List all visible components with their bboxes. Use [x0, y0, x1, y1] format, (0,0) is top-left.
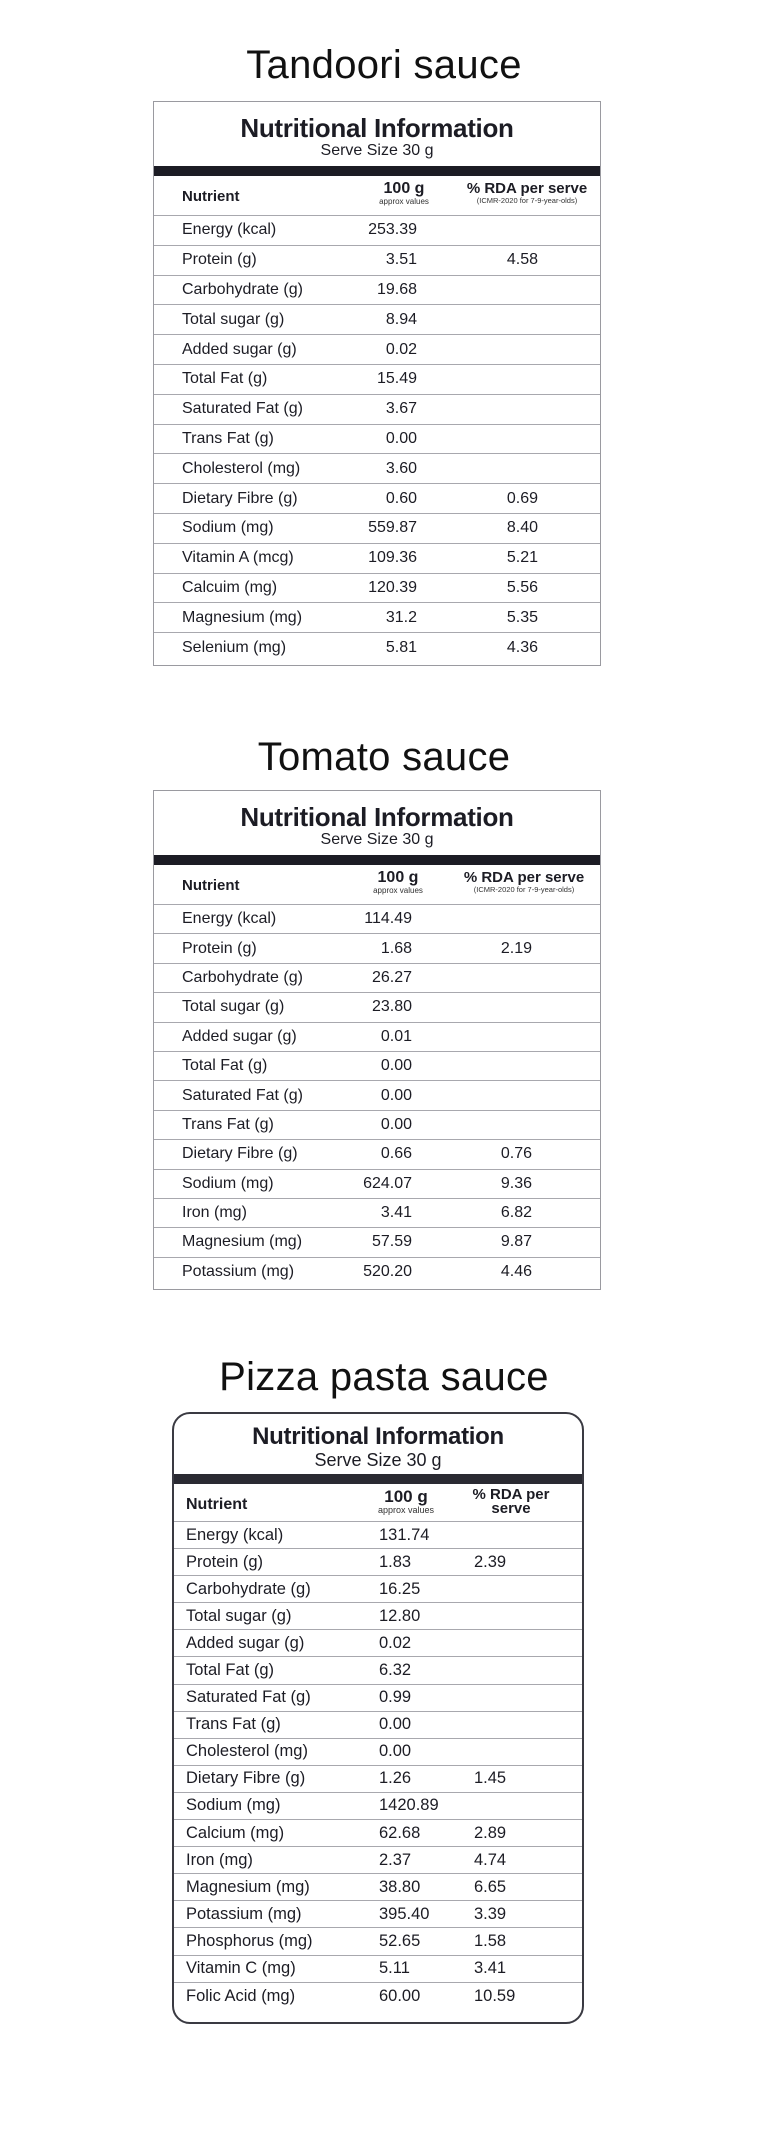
- col-nutrient-label: Nutrient: [182, 188, 240, 205]
- header-divider: [154, 166, 600, 176]
- serve-size: Serve Size 30 g: [320, 831, 434, 848]
- nutrient-name: Potassium (mg): [182, 1263, 295, 1281]
- table-row: [154, 544, 600, 574]
- rda-percent: 2.39: [474, 1552, 507, 1571]
- col-100g-label: 100 g approx values: [352, 870, 444, 895]
- value-per-100g: 0.66: [380, 1145, 412, 1163]
- table-row: [154, 1140, 600, 1169]
- nutrient-name: Trans Fat (g): [182, 429, 274, 447]
- value-per-100g: 0.00: [385, 429, 417, 447]
- table-row: [154, 1052, 600, 1081]
- rda-percent: [154, 1052, 532, 1080]
- rda-percent: 1.45: [474, 1769, 507, 1788]
- table-row: [174, 1739, 582, 1766]
- nutrient-name: Carbohydrate (g): [186, 1579, 311, 1598]
- rda-percent: 5.21: [506, 549, 538, 567]
- nutrient-name: Sodium (mg): [182, 1174, 274, 1192]
- rda-percent: [154, 1023, 532, 1051]
- rda-percent: 3.41: [474, 1959, 507, 1978]
- nutrient-name: Energy (kcal): [182, 221, 277, 239]
- col-100g-label: 100 g approx values: [360, 1488, 452, 1515]
- value-per-100g: 5.81: [385, 639, 417, 657]
- rda-percent: [154, 993, 532, 1021]
- table-row: [174, 1630, 582, 1657]
- table-row: [154, 993, 600, 1022]
- nutrient-name: Dietary Fibre (g): [182, 489, 298, 507]
- nutrient-name: Trans Fat (g): [186, 1715, 281, 1734]
- rda-percent: 6.65: [474, 1877, 507, 1896]
- value-per-100g: 3.67: [385, 400, 417, 418]
- table-row: [154, 335, 600, 365]
- nutrient-name: Calcium (mg): [186, 1823, 285, 1842]
- nutrient-name: Sodium (mg): [186, 1796, 281, 1815]
- rda-percent: 10.59: [474, 1986, 516, 2005]
- col-rda-sublabel: (ICMR-2020 for 7-9-year-olds): [476, 196, 578, 205]
- value-per-100g: 0.02: [379, 1633, 412, 1652]
- product-title-tomato: Tomato sauce: [257, 735, 511, 779]
- table-row: [154, 365, 600, 395]
- rda-percent: [154, 335, 538, 364]
- value-per-100g: 3.60: [385, 459, 417, 477]
- nutrient-name: Carbohydrate (g): [182, 280, 303, 298]
- nutrient-name: Dietary Fibre (g): [186, 1769, 306, 1788]
- value-per-100g: 15.49: [376, 370, 417, 388]
- value-per-100g: 0.02: [385, 340, 417, 358]
- table-row: [154, 964, 600, 993]
- value-per-100g: 16.25: [379, 1579, 421, 1598]
- value-per-100g: 0.99: [379, 1688, 412, 1707]
- nutrient-name: Sodium (mg): [182, 519, 274, 537]
- nutrient-name: Magnesium (mg): [186, 1877, 310, 1896]
- table-row: [174, 1603, 582, 1630]
- table-row: [174, 1657, 582, 1684]
- nutrient-name: Protein (g): [182, 939, 257, 957]
- value-per-100g: 3.51: [385, 251, 417, 269]
- table-row: [174, 1549, 582, 1576]
- nutrient-name: Saturated Fat (g): [182, 400, 303, 418]
- table-row: [174, 1766, 582, 1793]
- nutrient-name: Energy (kcal): [186, 1525, 284, 1544]
- value-per-100g: 624.07: [363, 1174, 412, 1192]
- rda-percent: [154, 454, 538, 483]
- column-header-row: [174, 1484, 582, 1522]
- serve-size: Serve Size 30 g: [314, 1450, 442, 1470]
- nutrition-panel-tomato: [153, 790, 601, 1290]
- nutrient-name: Selenium (mg): [182, 639, 287, 657]
- nutrient-name: Vitamin A (mcg): [182, 549, 294, 567]
- nutrient-name: Phosphorus (mg): [186, 1931, 313, 1950]
- table-row: [154, 934, 600, 963]
- rda-percent: [154, 964, 532, 992]
- value-per-100g: 109.36: [368, 549, 417, 567]
- table-row: [174, 1874, 582, 1901]
- value-per-100g: 31.2: [385, 608, 417, 626]
- nutrient-table-tomato: [154, 905, 600, 1287]
- value-per-100g: 62.68: [379, 1823, 421, 1842]
- table-row: [154, 425, 600, 455]
- col-100g-sublabel: approx values: [373, 886, 423, 895]
- value-per-100g: 0.00: [379, 1742, 412, 1761]
- table-row: [174, 1712, 582, 1739]
- rda-percent: 3.39: [474, 1904, 507, 1923]
- table-row: [174, 1685, 582, 1712]
- rda-percent: 9.36: [500, 1174, 532, 1192]
- table-row: [174, 1522, 582, 1549]
- nutrient-name: Iron (mg): [182, 1204, 247, 1222]
- nutrient-name: Iron (mg): [186, 1850, 253, 1869]
- value-per-100g: 52.65: [379, 1931, 421, 1950]
- nutrient-name: Folic Acid (mg): [186, 1986, 296, 2005]
- table-row: [154, 905, 600, 934]
- rda-percent: 8.40: [506, 519, 538, 537]
- table-row: [154, 246, 600, 276]
- table-row: [174, 1983, 582, 2010]
- value-per-100g: 1.26: [379, 1769, 412, 1788]
- nutrient-name: Dietary Fibre (g): [182, 1145, 298, 1163]
- rda-percent: [154, 1111, 532, 1139]
- nutrient-name: Saturated Fat (g): [182, 1086, 303, 1104]
- rda-percent: 4.46: [500, 1263, 532, 1281]
- column-header-row: [154, 865, 600, 905]
- col-rda-label: % RDA per serve: [472, 1486, 550, 1517]
- nutrient-name: Vitamin C (mg): [186, 1959, 296, 1978]
- nutrient-name: Total Fat (g): [182, 1057, 268, 1075]
- panel-header: [154, 102, 600, 166]
- col-100g-label: 100 g approx values: [358, 181, 450, 206]
- value-per-100g: 395.40: [379, 1904, 430, 1923]
- nutrition-panel-pizza-pasta: [172, 1412, 584, 2024]
- table-row: [154, 1111, 600, 1140]
- table-row: [174, 1928, 582, 1955]
- serve-size: Serve Size 30 g: [320, 142, 434, 159]
- nutrient-table-tandoori: [154, 216, 600, 663]
- value-per-100g: 120.39: [368, 578, 417, 596]
- value-per-100g: 253.39: [368, 221, 417, 239]
- nutrient-name: Total Fat (g): [186, 1661, 275, 1680]
- value-per-100g: 8.94: [385, 310, 417, 328]
- nutrient-name: Total sugar (g): [186, 1606, 292, 1625]
- rda-percent: 9.87: [500, 1233, 532, 1251]
- value-per-100g: 2.37: [379, 1850, 412, 1869]
- table-row: [154, 276, 600, 306]
- table-row: [174, 1847, 582, 1874]
- table-row: [154, 603, 600, 633]
- nutrient-name: Cholesterol (mg): [182, 459, 301, 477]
- rda-percent: 4.36: [506, 639, 538, 657]
- value-per-100g: 1.68: [380, 939, 412, 957]
- nutrient-name: Calcuim (mg): [182, 578, 278, 596]
- value-per-100g: 3.41: [380, 1204, 412, 1222]
- table-row: [154, 1170, 600, 1199]
- nutrient-name: Total sugar (g): [182, 998, 285, 1016]
- table-row: [174, 1901, 582, 1928]
- nutrient-name: Added sugar (g): [182, 340, 297, 358]
- table-row: [154, 1023, 600, 1052]
- value-per-100g: 6.32: [379, 1661, 412, 1680]
- table-row: [154, 484, 600, 514]
- nutrient-name: Cholesterol (mg): [186, 1742, 308, 1761]
- col-100g-sublabel: approx values: [379, 197, 429, 206]
- table-row: [154, 1228, 600, 1257]
- nutrient-name: Carbohydrate (g): [182, 968, 303, 986]
- col-nutrient-label: Nutrient: [182, 877, 240, 894]
- rda-percent: [154, 305, 538, 334]
- nutrient-name: Magnesium (mg): [182, 608, 303, 626]
- table-row: [154, 216, 600, 246]
- table-row: [154, 514, 600, 544]
- rda-percent: 5.35: [506, 608, 538, 626]
- value-per-100g: 1.83: [379, 1552, 412, 1571]
- table-row: [174, 1793, 582, 1820]
- panel-title: Nutritional Information: [240, 113, 514, 143]
- value-per-100g: 0.01: [380, 1027, 412, 1045]
- rda-percent: [154, 395, 538, 424]
- panel-header: [154, 791, 600, 855]
- rda-percent: 2.19: [500, 939, 532, 957]
- rda-percent: [154, 1081, 532, 1109]
- table-row: [154, 305, 600, 335]
- header-divider: [174, 1474, 582, 1484]
- nutrient-name: Saturated Fat (g): [186, 1688, 311, 1707]
- rda-percent: 0.76: [500, 1145, 532, 1163]
- rda-percent: 4.74: [474, 1850, 507, 1869]
- value-per-100g: 57.59: [371, 1233, 412, 1251]
- value-per-100g: 114.49: [364, 910, 412, 928]
- value-per-100g: 1420.89: [379, 1796, 439, 1815]
- rda-percent: 1.58: [474, 1931, 507, 1950]
- table-row: [174, 1576, 582, 1603]
- table-row: [154, 1199, 600, 1228]
- table-row: [154, 395, 600, 425]
- col-nutrient-label: Nutrient: [186, 1496, 248, 1513]
- rda-percent: 6.82: [500, 1204, 532, 1222]
- nutrient-table-pizza-pasta: [174, 1522, 582, 2010]
- nutrient-name: Total sugar (g): [182, 310, 285, 328]
- nutrient-name: Energy (kcal): [182, 910, 277, 928]
- value-per-100g: 60.00: [379, 1986, 421, 2005]
- col-rda-label: % RDA per serve (ICMR-2020 for 7-9-year-olds): [454, 181, 600, 205]
- col-rda-label: % RDA per serve (ICMR-2020 for 7-9-year-olds): [448, 870, 600, 894]
- value-per-100g: 19.68: [376, 280, 417, 298]
- rda-percent: 2.89: [474, 1823, 507, 1842]
- value-per-100g: 0.60: [385, 489, 417, 507]
- nutrient-name: Trans Fat (g): [182, 1115, 274, 1133]
- value-per-100g: 0.00: [380, 1057, 412, 1075]
- table-row: [154, 1258, 600, 1287]
- nutrient-name: Potassium (mg): [186, 1904, 302, 1923]
- rda-percent: 4.58: [506, 251, 538, 269]
- rda-percent: [154, 905, 532, 933]
- value-per-100g: 12.80: [379, 1606, 421, 1625]
- table-row: [174, 1820, 582, 1847]
- value-per-100g: 23.80: [371, 998, 412, 1016]
- panel-title: Nutritional Information: [252, 1423, 504, 1450]
- product-title-tandoori: Tandoori sauce: [246, 43, 522, 87]
- value-per-100g: 38.80: [379, 1877, 421, 1896]
- value-per-100g: 0.00: [380, 1086, 412, 1104]
- nutrient-name: Protein (g): [182, 251, 257, 269]
- value-per-100g: 0.00: [380, 1115, 412, 1133]
- value-per-100g: 26.27: [371, 968, 412, 986]
- table-row: [154, 633, 600, 663]
- value-per-100g: 131.74: [379, 1525, 430, 1544]
- table-row: [154, 1081, 600, 1110]
- rda-percent: 0.69: [506, 489, 538, 507]
- table-row: [154, 574, 600, 604]
- table-row: [154, 454, 600, 484]
- rda-percent: 5.56: [506, 578, 538, 596]
- product-title-pizza-pasta: Pizza pasta sauce: [219, 1355, 549, 1399]
- panel-header: [174, 1414, 582, 1474]
- nutrient-name: Protein (g): [186, 1552, 264, 1571]
- table-row: [174, 1956, 582, 1983]
- nutrient-name: Added sugar (g): [186, 1633, 305, 1652]
- header-divider: [154, 855, 600, 865]
- col-rda-sublabel: (ICMR-2020 for 7-9-year-olds): [473, 885, 575, 894]
- nutrient-name: Total Fat (g): [182, 370, 268, 388]
- value-per-100g: 520.20: [363, 1263, 412, 1281]
- panel-title: Nutritional Information: [240, 802, 514, 832]
- nutrient-name: Magnesium (mg): [182, 1233, 303, 1251]
- rda-percent: [154, 216, 538, 245]
- rda-percent: [154, 425, 538, 454]
- value-per-100g: 559.87: [368, 519, 417, 537]
- nutrition-panel-tandoori: [153, 101, 601, 666]
- value-per-100g: 0.00: [379, 1715, 412, 1734]
- rda-percent: [154, 276, 538, 305]
- col-100g-sublabel: approx values: [377, 1505, 435, 1515]
- rda-percent: [154, 365, 538, 394]
- nutrient-name: Added sugar (g): [182, 1027, 297, 1045]
- value-per-100g: 5.11: [379, 1959, 410, 1978]
- column-header-row: [154, 176, 600, 216]
